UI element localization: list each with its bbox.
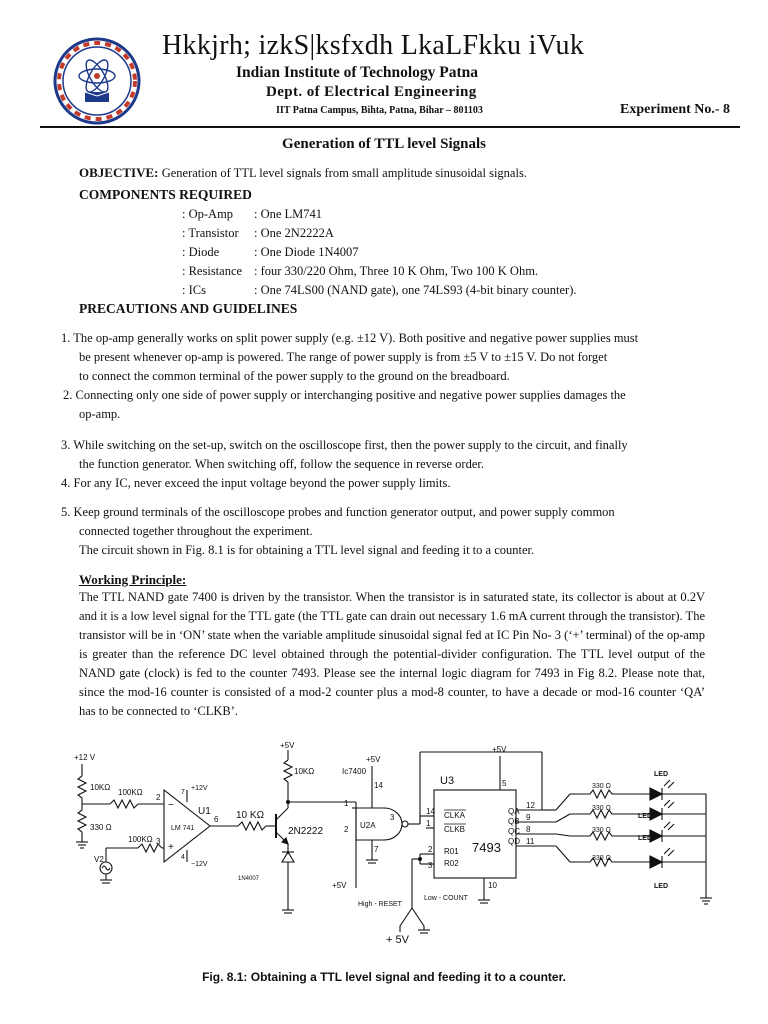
objective [79, 163, 527, 183]
counter-pin-5: 5 [502, 779, 507, 788]
signal-source-label: V2 [94, 855, 104, 864]
nand-pin-7: 7 [374, 845, 379, 854]
component-value: : One 74LS00 (NAND gate), one 74LS93 (4-bit binary counter). [254, 283, 577, 297]
opamp-pin-4: 4 [181, 854, 185, 861]
nand-pin-3: 3 [390, 813, 395, 822]
precaution-3-line-2: the function generator. When switching off, follow the sequence in reverse order. [79, 457, 484, 471]
reset-high-label: High - RESET [358, 901, 402, 908]
led-3 [650, 822, 706, 842]
counter-pin-14: 14 [426, 807, 435, 816]
led-1 [650, 780, 706, 800]
counter-ref: U3 [440, 775, 455, 787]
opamp-pin-3: 3 [156, 837, 161, 846]
counter-pin-10: 10 [488, 881, 497, 890]
led-4 [650, 848, 706, 868]
counter-pin-3: 3 [428, 861, 433, 870]
component-name: : Transistor [182, 226, 239, 240]
experiment-number: Experiment No.- 8 [620, 102, 731, 117]
led-resistor-3-label: 330 Ω [592, 827, 611, 834]
component-name: : Op-Amp [182, 207, 234, 221]
page-title: Generation of TTL level Signals [282, 136, 486, 152]
output-qd: QD [508, 837, 520, 846]
circuit-intro: The circuit shown in Fig. 8.1 is for obtaining a TTL level signal and feeding it to a counter. [79, 543, 535, 557]
component-row [182, 224, 577, 243]
led-1-label: LED [654, 771, 668, 778]
figure-caption: Fig. 8.1: Obtaining a TTL level signal and feeding it to a counter. [202, 970, 566, 984]
component-name: : Diode [182, 245, 220, 259]
nand-ic-label: Ic7400 [342, 767, 367, 776]
diode-label: 1N4007 [238, 876, 260, 882]
output-pin-8: 8 [526, 825, 531, 834]
counter-part-number: 7493 [472, 840, 501, 855]
output-pin-9: 9 [526, 813, 531, 822]
components-heading: COMPONENTS REQUIRED [79, 187, 252, 202]
transistor-label: 2N2222 [288, 826, 324, 837]
led-resistor-1-label: 330 Ω [592, 783, 611, 790]
opamp-pin-2: 2 [156, 793, 161, 802]
counter-pin-2: 2 [428, 845, 433, 854]
precaution-3-line-1: 3. While switching on the set-up, switch on the oscilloscope first, then the power supply to the circuit, and finally [61, 438, 628, 452]
component-value: : One LM741 [254, 207, 323, 221]
component-row [182, 243, 577, 262]
opamp-pin-6: 6 [214, 815, 219, 824]
component-name: : ICs [182, 283, 206, 297]
clka-pin: CLKA [444, 811, 465, 820]
output-qb: QB [508, 817, 520, 826]
institute-logo [52, 36, 142, 126]
component-value: : four 330/220 Ohm, Three 10 K Ohm, Two 100 K Ohm. [254, 264, 539, 278]
led-2 [650, 800, 706, 820]
precaution-4-line-1: 4. For any IC, never exceed the input voltage beyond the power supply limits. [61, 476, 451, 490]
output-pin-12: 12 [526, 801, 535, 810]
divider-top-resistor-label: 10KΩ [90, 783, 111, 792]
precaution-1-line-1: 1. The op-amp generally works on split power supply (e.g. ±12 V). Both positive and negative power supplies must [61, 331, 639, 345]
precaution-5-line-2: connected together throughout the experiment. [79, 524, 313, 538]
reset-r01-pin: R01 [444, 847, 459, 856]
precaution-5-line-1: 5. Keep ground terminals of the oscilloscope probes and function generator output, and power supply common [61, 505, 615, 519]
output-qa: QA [508, 807, 520, 816]
institute-address: IIT Patna Campus, Bihta, Patna, Bihar – 801103 [276, 105, 483, 116]
reset-supply-label: + 5V [386, 934, 409, 946]
precaution-1-line-2: be present whenever op-amp is powered. The range of power supply is from ±5 V to ±15 V. Do not forget [79, 350, 608, 364]
transistor-supply-label: +5V [280, 741, 295, 750]
component-value: : One 2N2222A [254, 226, 334, 240]
objective-text: Generation of TTL level signals from small amplitude sinusoidal signals. [161, 166, 527, 180]
precaution-2-line-2: op-amp. [79, 407, 121, 421]
precaution-1-line-3: to connect the common terminal of the power supply to the ground on the breadboard. [79, 369, 510, 383]
output-pin-11: 11 [526, 837, 535, 846]
svg-text:−: − [168, 800, 174, 811]
hindi-institute-title: Hkkjrh; izkS|ksfxdh LkaLFkku iVuk [162, 30, 585, 61]
component-name: : Resistance [182, 264, 243, 278]
led-resistor-4-label: 330 Ω [592, 855, 611, 862]
noninverting-resistor-label: 100KΩ [128, 835, 153, 844]
led-3-label: LED [638, 835, 652, 842]
inverting-resistor-label: 100KΩ [118, 788, 143, 797]
counter-pin-1: 1 [426, 819, 431, 828]
nand-pin-2: 2 [344, 825, 349, 834]
led-2-label: LED [638, 813, 652, 820]
svg-text:+: + [168, 842, 174, 853]
precaution-2-line-1: 2. Connecting only one side of power supply or interchanging positive and negative power supplies damages the [63, 388, 626, 402]
precautions-heading: PRECAUTIONS AND GUIDELINES [79, 301, 298, 316]
collector-resistor-label: 10KΩ [294, 767, 315, 776]
opamp-label: LM 741 [171, 825, 195, 832]
institute-name: Indian Institute of Technology Patna [236, 64, 479, 81]
circuit-diagram [60, 738, 720, 958]
component-row [182, 262, 577, 281]
working-principle-heading: Working Principle: [79, 572, 187, 587]
nand-ref: U2A [360, 821, 376, 830]
reset-r02-pin: R02 [444, 859, 459, 868]
counter-supply-label: +5V [492, 745, 507, 754]
opamp-negative-supply: −12V [191, 861, 208, 868]
working-principle-text: The TTL NAND gate 7400 is driven by the transistor. When the transistor is in saturated state, its collector is about at 0.2V and it is a low level signal for the TTL gate (the TTL gate can drain out necessary 1.6 mA current through the transistor). The transistor will be in ‘ON’ state when the variable amplitude sinusoidal signal fed at IC Pin No- 3 (‘+’ terminal) of the op-amp is greater than the reference DC level obtained through the potential-divider configuration. The TTL level output of the NAND gate (clock) is fed to the counter 7493. Please see the internal logic diagram for 7493 in Fig 8.2. Please note that, since the mod-16 counter is consisted of a mod-2 counter plus a mod-8 counter, to have a decade or mod-16 counter ‘QA’ has to be connected to ‘CLKB’. [79, 590, 705, 718]
nand-pin-1: 1 [344, 799, 349, 808]
nand-pin-14: 14 [374, 781, 383, 790]
base-resistor-label: 10 KΩ [236, 810, 265, 821]
led-4-label: LED [654, 883, 668, 890]
supply-12v-label: +12 V [74, 753, 96, 762]
component-row [182, 205, 577, 224]
nand-supply-label: +5V [366, 755, 381, 764]
reset-low-label: Low - COUNT [424, 895, 468, 902]
component-value: : One Diode 1N4007 [254, 245, 359, 259]
clkb-pin: CLKB [444, 825, 465, 834]
objective-label: OBJECTIVE: [79, 165, 159, 180]
opamp-ref: U1 [198, 806, 211, 817]
nand-input-supply-label: +5V [332, 881, 347, 890]
opamp-pin-7: 7 [181, 789, 185, 796]
component-row [182, 281, 577, 300]
divider-bottom-resistor-label: 330 Ω [90, 823, 112, 832]
components-list [182, 205, 577, 300]
output-qc: QC [508, 827, 520, 836]
department-name: Dept. of Electrical Engineering [266, 84, 477, 100]
opamp-positive-supply: +12V [191, 785, 208, 792]
led-resistor-2-label: 330 Ω [592, 805, 611, 812]
header-divider [40, 126, 740, 128]
